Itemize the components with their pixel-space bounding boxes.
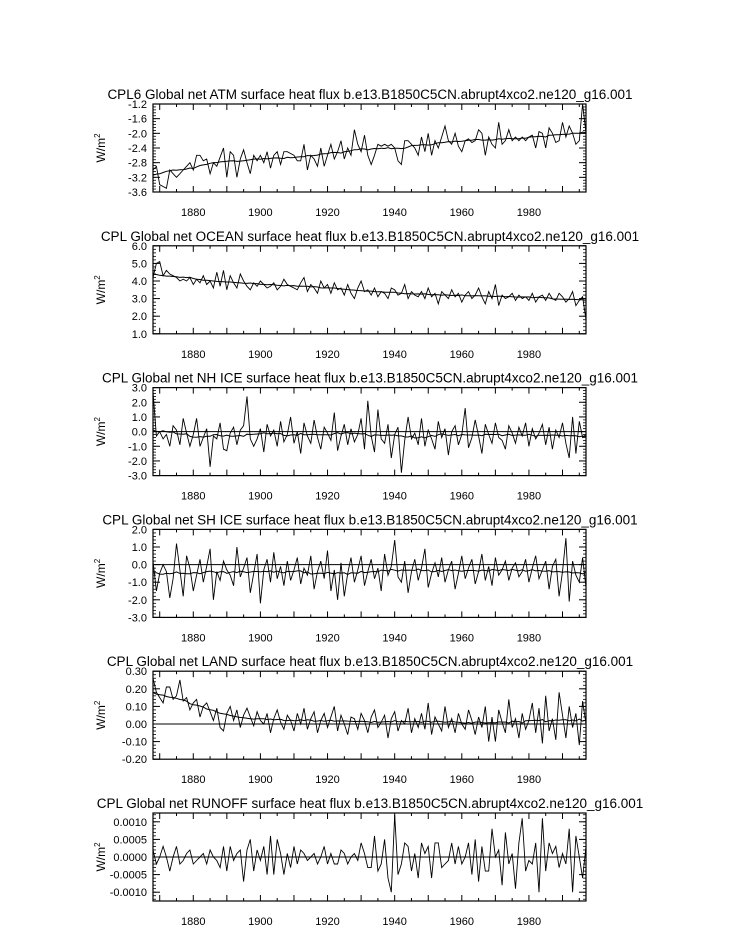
panel-title: CPL Global net NH ICE surface heat flux b.e13.B1850C5CN.abrupt4xco2.ne120_g16.001	[101, 370, 639, 386]
y-axis-label-unit: W/m	[94, 846, 108, 872]
y-tick-label: -2.8	[128, 157, 147, 170]
y-axis-label-superscript: 2	[93, 558, 102, 564]
x-tick-label: 1940	[382, 490, 407, 503]
y-tick-label: -0.10	[121, 736, 147, 749]
x-tick-label: 1880	[181, 490, 206, 503]
x-tick-label: 1940	[382, 207, 407, 219]
y-tick-label: 2.0	[131, 397, 147, 410]
x-tick-label: 1960	[449, 490, 475, 503]
y-tick-label: 0.10	[125, 701, 147, 714]
y-tick-label: 1.0	[131, 411, 147, 424]
panel-5	[93, 654, 633, 786]
y-tick-label: 5.0	[131, 258, 147, 271]
y-tick-label: -0.20	[121, 754, 147, 767]
y-tick-label: 0.20	[125, 683, 147, 696]
panel-title: CPL6 Global net ATM surface heat flux b.e13.B1850C5CN.abrupt4xco2.ne120_g16.001	[107, 87, 633, 102]
series-line	[153, 392, 586, 473]
y-axis-label	[93, 133, 108, 163]
x-tick-label: 1960	[449, 632, 475, 645]
x-tick-label: 1900	[248, 348, 273, 361]
panel-title: CPL Global net OCEAN surface heat flux b.e13.B1850C5CN.abrupt4xco2.ne120_g16.001	[100, 228, 640, 244]
x-tick-label: 1920	[315, 916, 340, 928]
x-tick-label: 1980	[516, 632, 542, 645]
panel-title: CPL Global net LAND surface heat flux b.e13.B1850C5CN.abrupt4xco2.ne120_g16.001	[106, 654, 634, 670]
y-tick-label: 2.0	[131, 311, 147, 324]
y-tick-label: 1.0	[131, 542, 147, 554]
y-tick-label: -1.0	[128, 577, 147, 590]
panel-title: CPL Global net RUNOFF surface heat flux b.e13.B1850C5CN.abrupt4xco2.ne120_g16.001	[96, 796, 644, 811]
x-tick-label: 1920	[315, 348, 340, 361]
y-tick-label: 0.00	[125, 719, 147, 731]
y-tick-label: 1.0	[131, 328, 147, 341]
y-tick-label: 0.30	[125, 666, 147, 679]
x-tick-label: 1980	[516, 207, 542, 219]
y-tick-label: -0.0005	[109, 869, 147, 882]
y-tick-label: 0.0010	[113, 816, 147, 829]
panel-1	[93, 87, 633, 219]
y-tick-label: -3.0	[128, 612, 147, 625]
y-axis-label-unit: W/m	[94, 279, 108, 305]
y-tick-label: 0.0005	[113, 834, 147, 847]
panel-2	[93, 229, 639, 361]
y-axis-label	[93, 416, 108, 446]
x-tick-label: 1880	[181, 348, 206, 361]
x-tick-label: 1980	[516, 774, 542, 787]
series-line	[153, 678, 586, 745]
x-tick-label: 1920	[315, 207, 340, 219]
y-tick-label: -3.6	[128, 187, 147, 199]
y-tick-label: -2.0	[128, 128, 147, 141]
y-tick-label: -1.2	[128, 99, 147, 111]
panel-4	[93, 512, 638, 644]
x-tick-label: 1960	[449, 348, 475, 361]
y-tick-label: 4.0	[131, 276, 147, 288]
x-tick-label: 1940	[382, 632, 407, 645]
x-tick-label: 1900	[248, 774, 273, 787]
x-tick-label: 1920	[315, 490, 340, 503]
y-axis-label	[93, 558, 108, 588]
x-tick-label: 1960	[449, 207, 475, 219]
x-tick-label: 1900	[248, 916, 273, 928]
y-axis-label-unit: W/m	[94, 421, 108, 447]
series-line	[153, 104, 586, 188]
x-tick-label: 1880	[181, 207, 206, 219]
y-axis-label-superscript: 2	[93, 842, 102, 847]
x-tick-label: 1940	[382, 774, 407, 787]
y-tick-label: 0.0	[131, 426, 147, 439]
x-tick-label: 1960	[449, 774, 475, 787]
series-line	[153, 538, 586, 603]
y-tick-label: 0.0000	[113, 852, 147, 864]
x-tick-label: 1920	[315, 632, 340, 645]
y-tick-label: 0.0	[131, 559, 147, 572]
x-tick-label: 1960	[449, 916, 475, 928]
y-tick-label: 6.0	[131, 240, 147, 253]
x-tick-label: 1940	[382, 916, 407, 928]
y-tick-label: -0.0010	[109, 887, 147, 900]
y-tick-label: -3.2	[128, 172, 147, 185]
x-tick-label: 1900	[248, 490, 273, 503]
y-tick-label: 2.0	[131, 524, 147, 537]
y-axis-label-unit: W/m	[94, 705, 108, 730]
x-tick-label: 1880	[181, 916, 206, 928]
series-line	[153, 815, 586, 892]
x-tick-label: 1980	[516, 916, 542, 928]
plot-frame	[153, 246, 586, 334]
smoothed-line	[153, 132, 586, 175]
panel-3	[93, 371, 638, 503]
y-tick-label: -1.6	[128, 113, 147, 126]
y-axis-label-unit: W/m	[94, 137, 108, 163]
x-tick-label: 1980	[516, 490, 542, 503]
y-tick-label: -3.0	[128, 470, 147, 483]
y-axis-label	[93, 700, 108, 730]
panel-6	[93, 796, 643, 928]
y-tick-label: 3.0	[131, 293, 147, 306]
y-axis-label-unit: W/m	[94, 563, 108, 588]
x-tick-label: 1900	[248, 632, 273, 645]
x-tick-label: 1880	[181, 774, 206, 787]
y-axis-label	[93, 275, 108, 305]
y-tick-label: -2.0	[128, 455, 147, 468]
x-tick-label: 1900	[248, 207, 273, 219]
y-tick-label: -1.0	[128, 441, 147, 454]
panel-title: CPL Global net SH ICE surface heat flux b.e13.B1850C5CN.abrupt4xco2.ne120_g16.001	[102, 512, 638, 528]
y-axis-label	[93, 842, 108, 872]
y-axis-label-superscript: 2	[93, 700, 102, 706]
plot-frame	[153, 104, 586, 192]
x-tick-label: 1940	[382, 348, 407, 361]
x-tick-label: 1980	[516, 348, 542, 361]
y-axis-label-superscript: 2	[93, 417, 102, 422]
y-tick-label: 3.0	[131, 382, 147, 395]
y-axis-label-superscript: 2	[93, 275, 102, 280]
x-tick-label: 1920	[315, 774, 340, 787]
y-tick-label: -2.0	[128, 594, 147, 607]
y-tick-label: -2.4	[128, 143, 147, 155]
y-axis-label-superscript: 2	[93, 133, 102, 138]
x-tick-label: 1880	[181, 632, 206, 645]
